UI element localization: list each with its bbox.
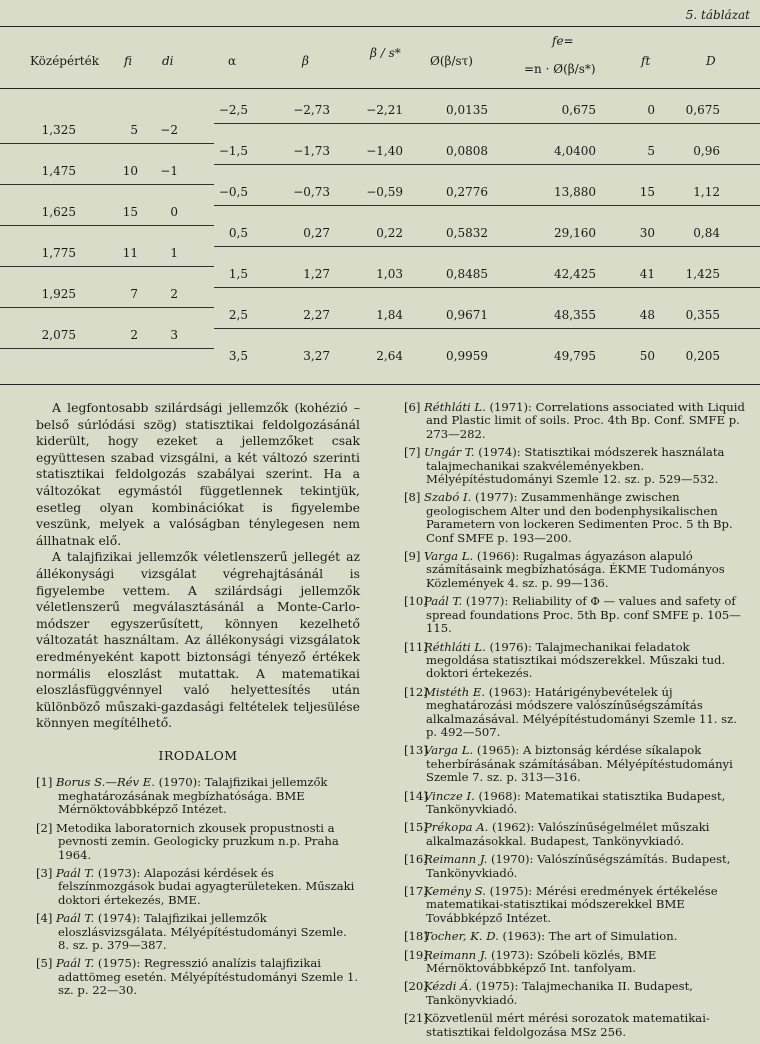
reference-number: [9] (404, 549, 421, 564)
table-cell-ft: 50 (639, 349, 655, 363)
paragraph: A talajfizikai jellemzők véletlenszerű jellegét az állékonysági vizsgálat végrehajtásánál is figyelembe vettem. A szilárdsági jellemzők véletlenszerű megválasztásánál a Monte-Carlo-módszer egyszerűsített, könnyen kezelhető változatát használtam. Az állékonysági vizsgálatok eredményeként kapott biztonsági tényező értékek normális eloszlást mutattak. A matematikai eloszlásfüggvénnyel való helyettesítés után különböző műszaki-gazdasági feltételek teljesülése könnyen megítélhető. (36, 549, 360, 731)
reference-text: (1970): Valószínűségszámítás. Budapest, Tankönyvkiadó. (426, 852, 731, 880)
table-cell-a: 2,5 (228, 308, 248, 322)
reference-number: [6] (404, 400, 421, 414)
reference-item (404, 980, 750, 1007)
table-cell-f: 2 (130, 328, 138, 342)
table-cell-k: 1,475 (41, 164, 76, 178)
reference-item (404, 550, 750, 590)
reference-author: Borus S.—Rév E. (56, 775, 155, 790)
reference-author: Ungár T. (424, 445, 475, 460)
table-cell-d: −2 (160, 123, 178, 137)
header-fe-bottom: =n · Ø(β/s*) (524, 62, 596, 76)
reference-number: [1] (36, 775, 53, 790)
row-separator (0, 266, 214, 267)
table-cell-fe: 42,425 (554, 267, 596, 281)
reference-author: Paál T. (56, 956, 95, 971)
table-cell-D: 0,205 (685, 349, 720, 363)
table-cell-fe: 13,880 (554, 185, 596, 199)
reference-text: (1977): Zusammenhänge zwischen geologischem Alter und den bodenphysikalischen Parametern von lockeren Sedimenten Proc. 5 th Bp. Conf SMFE p. 193—200. (426, 490, 733, 545)
reference-item (404, 491, 750, 545)
header-di: di (162, 54, 174, 68)
reference-item (36, 822, 360, 862)
table-cell-D: 0,84 (693, 226, 720, 240)
reference-number: [18] (404, 929, 428, 944)
reference-item (404, 853, 750, 880)
header-beta: β (302, 54, 309, 68)
reference-list-left (36, 776, 360, 997)
reference-text: Közvetlenül mért mérési sorozatok matematikai-statisztikai feldolgozása MSz 256. (424, 1011, 710, 1039)
table-cell-f: 5 (130, 123, 138, 137)
table-bottom-rule (0, 384, 760, 385)
header-D: D (706, 54, 716, 68)
reference-item (404, 949, 750, 976)
table-cell-ft: 0 (647, 103, 655, 117)
reference-author: Vincze I. (424, 788, 475, 803)
reference-item (404, 401, 750, 441)
reference-author: Kézdi Á. (424, 979, 473, 994)
reference-text: (1976): Talajmechanikai feladatok megoldása statisztikai módszerekkel. Műszaki tud. doktori értekezés. (426, 639, 726, 681)
table-cell-bs: 1,03 (376, 267, 403, 281)
table-cell-a: 0,5 (228, 226, 248, 240)
reference-item (36, 912, 360, 952)
row-separator (0, 143, 214, 144)
reference-item (404, 446, 750, 486)
header-fi: fi (124, 54, 133, 68)
table-cell-phi: 0,2776 (446, 185, 488, 199)
reference-item (404, 686, 750, 740)
table-cell-a: −2,5 (218, 103, 248, 117)
reference-text: (1973): Alapozási kérdések és felszínmozgások budai agyagterületeken. Műszaki doktori értekezés, BME. (58, 865, 355, 907)
reference-item (36, 867, 360, 907)
reference-author: Paál T. (56, 911, 95, 926)
irodalom-heading: IRODALOM (158, 747, 238, 763)
table-cell-bs: −2,21 (366, 103, 403, 117)
reference-number: [20] (404, 979, 428, 994)
paragraph: A legfontosabb szilárdsági jellemzők (kohézió – belső súrlódási szög) statisztikai feldolgozásánál kiderült, hogy ezeket a jellemzőket csak együttesen szabad vizsgálni, a két változó szerinti statisztikai feldolgozás szabályai szerint. Ha a változókat egymástól függetlennek tekintjük, esetleg olyan kombinációkat is figyelembe veszünk, melyek a valóságban ténylegesen nem állhatnak elő. (36, 400, 360, 548)
reference-text: (1965): A biztonság kérdése síkalapok teherbírásának számításában. Mélyépítéstudományi Szemle 7. sz. p. 313—316. (426, 743, 733, 785)
table-cell-bs: 2,64 (376, 349, 403, 363)
table-cell-f: 15 (122, 205, 138, 219)
table-header-rule (0, 88, 760, 89)
reference-author: Szabó I. (424, 490, 472, 505)
table-cell-ft: 41 (639, 267, 655, 281)
reference-item (404, 930, 750, 943)
table-cell-b: −0,73 (293, 185, 330, 199)
header-ft: ft (641, 54, 651, 68)
reference-text: (1971): Correlations associated with Liquid and Plastic limit of soils. Proc. 4th Bp. Conf. SMFE p. 273—282. (426, 400, 745, 441)
reference-text: (1974): Talajfizikai jellemzők eloszlásvizsgálata. Mélyépítéstudományi Szemle. 8. sz. p. 379—387. (58, 911, 347, 952)
table-cell-bs: −0,59 (366, 185, 403, 199)
reference-text: (1975): Talajmechanika II. Budapest, Tankönyvkiadó. (426, 979, 693, 1007)
table-cell-phi: 0,0808 (446, 144, 488, 158)
table-cell-k: 1,925 (41, 287, 76, 301)
table-cell-bs: 0,22 (376, 226, 403, 240)
reference-item (36, 776, 360, 816)
table-top-rule (0, 26, 760, 27)
reference-number: [14] (404, 788, 428, 803)
table-cell-phi: 0,0135 (446, 103, 488, 117)
reference-number: [17] (404, 884, 428, 898)
table-cell-D: 0,675 (685, 103, 720, 117)
table-cell-d: 1 (170, 246, 178, 260)
table-cell-D: 0,355 (685, 308, 720, 322)
table-cell-f: 10 (122, 164, 138, 178)
table-cell-fe: 48,355 (554, 308, 596, 322)
reference-text: (1975): Mérési eredmények értékelése matematikai-statisztikai módszerekkel BME Továbbképző Intézet. (426, 884, 718, 925)
reference-number: [16] (404, 852, 428, 867)
row-separator (0, 184, 214, 185)
table-caption: 5. táblázat (685, 8, 750, 22)
table-cell-f: 7 (130, 287, 138, 301)
table-cell-fe: 49,795 (554, 349, 596, 363)
reference-item (404, 1012, 750, 1039)
table-cell-a: −1,5 (218, 144, 248, 158)
reference-text: (1963): The art of Simulation. (498, 929, 678, 944)
reference-author: Prékopa A. (424, 820, 489, 835)
reference-item (404, 885, 750, 925)
table-cell-b: −1,73 (293, 144, 330, 158)
reference-text: (1963): Határigénybevételek új meghatározási módszere valószínűségszámítás alkalmazásával. Mélyépítéstudományi Szemle 11. sz. p. 492—507. (426, 684, 737, 739)
reference-author: Réthláti L. (424, 400, 486, 414)
row-separator (0, 225, 214, 226)
table-cell-k: 1,625 (41, 205, 76, 219)
reference-text: (1970): Talajfizikai jellemzők meghatározásának megbízhatósága. BME Mérnöktovábbképző Intézet. (58, 775, 328, 817)
table-cell-fe: 0,675 (561, 103, 596, 117)
header-fe-top: fe= (552, 34, 574, 48)
header-kozepertek: Középérték (30, 54, 100, 68)
reference-item (404, 641, 750, 681)
table-cell-b: 2,27 (303, 308, 330, 322)
table-cell-a: 3,5 (228, 349, 248, 363)
row-separator (214, 205, 760, 206)
reference-author: Paál T. (56, 865, 95, 880)
reference-author: Kemény S. (424, 884, 486, 898)
reference-author: Paál T. (424, 594, 463, 609)
reference-number: [10] (404, 594, 428, 609)
table-cell-d: −1 (160, 164, 178, 178)
reference-number: [11] (404, 639, 428, 654)
reference-text: (1966): Rugalmas ágyazáson alapuló számításaink megbízhatósága. ÉKME Tudományos Közlemények 4. sz. p. 99—136. (426, 549, 725, 590)
row-separator (0, 348, 214, 349)
table-cell-bs: −1,40 (366, 144, 403, 158)
table-cell-ft: 15 (639, 185, 655, 199)
table-cell-b: 1,27 (303, 267, 330, 281)
table-cell-k: 1,325 (41, 123, 76, 137)
reference-number: [2] (36, 820, 53, 835)
reference-item (404, 744, 750, 784)
reference-text: (1973): Szóbeli közlés, BME Mérnöktovábbképző Int. tanfolyam. (426, 947, 657, 976)
table-cell-d: 3 (170, 328, 178, 342)
reference-text: Metodika laboratornich zkousek propustnosti a pevnosti zemin. Geologicky pruzkum n.p. Praha 1964. (56, 820, 339, 862)
table-cell-phi: 0,8485 (446, 267, 488, 281)
table-cell-a: 1,5 (228, 267, 248, 281)
reference-text: (1968): Matematikai statisztika Budapest, Tankönyvkiadó. (426, 788, 726, 816)
reference-list-right (404, 401, 750, 1039)
table-cell-phi: 0,9671 (446, 308, 488, 322)
reference-number: [19] (404, 947, 428, 962)
table-cell-fe: 4,0400 (554, 144, 596, 158)
reference-number: [13] (404, 743, 428, 758)
table-cell-a: −0,5 (218, 185, 248, 199)
table-cell-fe: 29,160 (554, 226, 596, 240)
table-cell-d: 2 (170, 287, 178, 301)
table-cell-b: 0,27 (303, 226, 330, 240)
reference-number: [21] (404, 1011, 428, 1026)
row-separator (214, 123, 760, 124)
table-cell-d: 0 (170, 205, 178, 219)
table-cell-ft: 48 (639, 308, 655, 322)
reference-text: (1974): Statisztikai módszerek használata talajmechanikai szakvéleményekben. Mélyépítéstudományi Szemle 12. sz. p. 529—532. (426, 445, 725, 487)
reference-author: Tocher, K. D. (424, 929, 499, 944)
table-cell-D: 0,96 (693, 144, 720, 158)
reference-number: [5] (36, 956, 53, 971)
table-cell-b: 3,27 (303, 349, 330, 363)
row-separator (214, 328, 760, 329)
reference-number: [15] (404, 820, 428, 835)
header-alpha: α (228, 54, 237, 68)
reference-item (404, 595, 750, 635)
table-cell-D: 1,12 (693, 185, 720, 199)
reference-author: Réthláti L. (424, 639, 486, 654)
table-cell-f: 11 (122, 246, 138, 260)
reference-item (404, 821, 750, 848)
row-separator (214, 246, 760, 247)
reference-author: Mistéth E. (424, 684, 486, 699)
table-cell-bs: 1,84 (376, 308, 403, 322)
row-separator (214, 164, 760, 165)
table-cell-b: −2,73 (293, 103, 330, 117)
reference-number: [4] (36, 911, 53, 926)
reference-author: Reimann J. (424, 852, 488, 867)
reference-text: (1975): Regresszió analízis talajfizikai adattömeg esetén. Mélyépítéstudományi Szemle 1. sz. p. 22—30. (58, 956, 359, 998)
reference-number: [3] (36, 865, 53, 880)
reference-item (404, 790, 750, 817)
row-separator (214, 287, 760, 288)
reference-author: Varga L. (424, 549, 474, 564)
table-cell-phi: 0,9959 (446, 349, 488, 363)
header-phi: Ø(β/sτ) (430, 54, 473, 68)
table-cell-D: 1,425 (685, 267, 720, 281)
reference-author: Reimann J. (424, 947, 488, 962)
table-cell-ft: 5 (647, 144, 655, 158)
reference-number: [12] (404, 684, 428, 699)
right-column (404, 401, 750, 1044)
reference-author: Varga L. (424, 743, 474, 758)
reference-text: (1977): Reliability of Φ — values and safety of spread foundations Proc. 5th Bp. conf SMFE p. 105—115. (426, 594, 741, 636)
reference-text: (1962): Valószínűségelmélet műszaki alkalmazásokkal. Budapest, Tankönyvkiadó. (426, 820, 710, 848)
table-cell-k: 1,775 (41, 246, 76, 260)
reference-number: [7] (404, 445, 421, 460)
row-separator (0, 307, 214, 308)
reference-item (36, 957, 360, 997)
reference-number: [8] (404, 490, 421, 505)
table-cell-ft: 30 (639, 226, 655, 240)
table-cell-phi: 0,5832 (446, 226, 488, 240)
left-column (36, 400, 360, 1003)
header-beta-s: β / s* (370, 46, 401, 60)
table-cell-k: 2,075 (41, 328, 76, 342)
